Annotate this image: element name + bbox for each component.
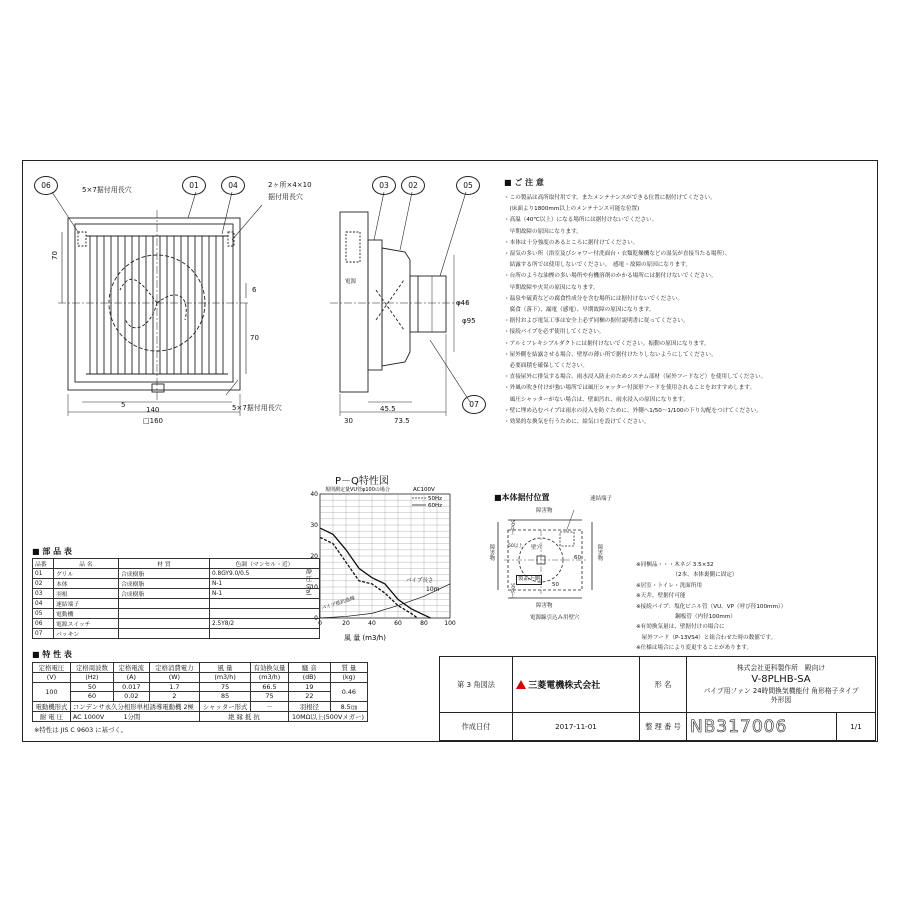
spec-cell: 50 [70,682,113,692]
description: パイプ用ファン 24時間換気機能付 角形格子タイプ [703,686,859,695]
form-label: 形 名 [640,657,687,713]
install-obstacle-bottom: 障害物 [536,603,553,609]
dim-73-5: 73.5 [394,417,410,425]
pq-xlabel: 風 量 (m3/h) [344,634,386,642]
install-obstacle-left: 障害物 [488,544,495,561]
dim-140: 140 [146,406,160,414]
spec-header-cell: 定格消費電力 [149,663,200,673]
install-cable-label: 電源線引込み用壁穴 [530,615,580,621]
accessory-line: 屋外フード（P-13VS4）と組合わせた時の数値です。 [636,634,777,641]
pq-ytick-label: 40 [310,491,318,498]
note-line: ・湿気の多い所（浴室及びシャワー付洗面台・衣類乾燥機などの湿気が直接当たる場所）、 [504,251,731,257]
spec-shutter-value: － [251,701,289,711]
parts-cell: パッキン [54,629,119,639]
note-line: ・据付および電気工事は安全上必ず同梱の据付説明書に従ってください。 [504,318,689,325]
install-dim-50: 50 [552,582,559,588]
note-line: ・接続パイプを必ず使用してください。 [504,329,605,336]
parts-heading: ■ 部 品 表 [32,547,72,556]
spec-header-cell: 騒 音 [288,663,330,673]
spec-cell: 66.5 [251,682,289,692]
note-line: 早期故障や火災の原因になります。 [504,284,599,291]
parts-cell: 06 [33,619,54,629]
dim-30: 30 [344,417,353,425]
install-min-top: 50以上 [509,520,515,535]
callout-04: 04 [221,176,245,195]
parts-table [32,558,320,639]
parts-cell: 07 [33,629,54,639]
note-line: ・直接屋外に排気する場合、雨水浸入防止のためシステム部材（屋外フードなど）を使用してください。 [504,374,767,381]
pq-annot-pipe: パイプ長さ [406,578,434,584]
side-view [330,192,470,416]
maker: 株式会社更科製作所 殿向け [736,663,826,672]
note-line: ・本体は十分強度のあるところに据付けてください。 [504,239,639,246]
accessory-line: ※接続パイプ：塩化ビニル管（VU、VP（呼び径100mm）） [636,603,787,610]
parts-cell: N-1 [210,579,320,589]
parts-row [33,579,320,589]
parts-cell: 電動機 [54,609,119,619]
spec-unit-cell: (kg) [330,673,367,683]
spec-voltage: 100 [33,682,71,701]
pq-annot-resistance: パイプ抵抗曲線 [320,595,356,612]
spec-row-50 [33,682,368,692]
accessory-line: ※同梱品・・・木ネジ 3.5×32 [636,562,714,568]
note-line: ・屋外側を結露させる場合、壁厚の薄い所で据付けたりしないようにしてください。 [504,351,717,358]
spec-unit-row [33,673,368,683]
spec-header-cell: 定格周波数 [70,663,113,673]
dim-70-top: 70 [51,251,59,260]
model-number: V-8PLHB-SA [751,674,811,686]
spec-cell: 75 [200,682,251,692]
spec-withstand-value: AC 1000V 1分間 [70,711,199,721]
spec-withstand-row [33,711,368,721]
accessory-line: （2本、本体裏側に固定） [636,572,738,579]
parts-cell: 04 [33,599,54,609]
parts-header-cell: 品 名 [54,559,119,569]
install-below-label: 製品下側 [516,575,542,585]
note-line: 早期故障の原因になります。 [504,228,582,235]
number-label: 整 理 番 号 [640,713,687,741]
note-line: ・温泉や硫黄などの腐食性成分を含む場所には据付けないでください。 [504,295,684,302]
spec-shutter-label: シャッター形式 [200,701,251,711]
projection-label: 第 3 角図法 [440,657,513,713]
pq-xtick-label: 60 [394,620,402,627]
note-line: 風圧シャッターがない場合は、壁面汚れ、雨水浸入の原因になります。 [504,396,689,403]
spec-cell: 22 [288,692,330,702]
spec-unit-cell: (dB) [288,673,330,683]
parts-header-cell: 色調（マンセル・近） [210,559,320,569]
spec-motor-value: コンデンサ永久分相形単相誘導電動機 2極 [70,701,199,711]
pq-legend-title: AC100V [413,487,435,493]
spec-unit-cell: (Hz) [70,673,113,683]
spec-heading: ■ 特 性 表 [32,650,72,659]
pq-ytick-label: 20 [310,553,318,560]
spec-cell: 0.017 [113,682,149,692]
accessory-line: ※仕様は場合により変更することがあります。 [636,645,753,652]
parts-cell: N-1 [210,589,320,599]
install-heading: ■本体据付位置 [494,493,550,502]
note-line: ・この製品は高所取付用です。またメンテナンスができる位置に据付けてください。 [504,195,716,201]
spec-unit-cell: (m3/h) [200,673,251,683]
spec-motor-label: 電動機形式 [33,701,71,711]
spec-cell: 75 [251,692,289,702]
parts-row [33,569,320,579]
parts-cell: 電源スイッチ [54,619,119,629]
dim-phi46: φ46 [456,299,470,307]
model-cell [687,657,876,713]
install-term-label: 速結端子 [590,496,613,502]
parts-cell: 合成樹脂 [119,589,210,599]
wall-label: 電源 [345,279,357,285]
note-line: 必要面積を確保してください。 [504,363,588,369]
spec-unit-cell: (m3/h) [251,673,289,683]
parts-row [33,599,320,609]
install-center-label: 壁穴 [531,545,543,551]
spec-cell: 85 [200,692,251,702]
pq-xtick-label: 20 [342,620,350,627]
parts-row [33,629,320,639]
parts-cell: 2.5Y8/2 [210,619,320,629]
parts-cell [119,599,210,609]
note-line: ・効果的な換気を行うために、給気口を設けてください。 [504,419,650,425]
note-line: ・壁に埋め込むパイプは雨水の浸入を防ぐために、外側へ1/50～1/100の下り勾配をつけてください。 [504,407,762,414]
parts-cell: 本体 [54,579,119,589]
spec-insulation-label: 絶 縁 抵 抗 [200,711,289,721]
note-line: ・高温（40℃以上）になる場所には据付けないでください。 [504,217,658,224]
company-cell [513,657,640,713]
parts-cell [119,619,210,629]
parts-header-row [33,559,320,569]
mitsubishi-logo-icon [516,680,526,689]
parts-cell: 合成樹脂 [119,569,210,579]
install-min-left: 50以上 [508,544,523,549]
pq-title: P－Q特性図 [335,476,389,487]
spec-cell: 19 [288,682,330,692]
pq-legend-50: 50Hz [428,496,443,502]
parts-row [33,589,320,599]
spec-withstand-label: 耐 電 圧 [33,711,71,721]
accessory-line: ※天井、壁据付可能 [636,593,686,600]
dim-5: 5 [121,401,126,409]
spec-header-row [33,663,368,673]
parts-cell: 05 [33,609,54,619]
note-line: 結露する所では使用しないでください。 感電・故障の原因になります。 [504,262,691,269]
spec-cell: 60 [70,692,113,702]
spec-header-cell: 質 量 [330,663,367,673]
pq-xtick-label: 100 [444,620,456,627]
note-line: ・アルミフレキシブルダクトには据付けないでください。振動の原因になります。 [504,340,710,347]
drawing-type: 外形図 [770,695,792,704]
pq-chart [300,482,470,642]
pq-annot-10m: 10m [426,586,440,593]
callout-06: 06 [34,176,58,195]
parts-cell: 01 [33,569,54,579]
parts-header-cell: 材 質 [119,559,210,569]
spec-header-cell: 定格電流 [113,663,149,673]
spec-insulation-value: 10MΩ以上(500Vメガー) [288,711,367,721]
parts-cell [119,629,210,639]
title-block [439,656,876,741]
callout-01: 01 [182,176,206,195]
install-dim-60: 60 [574,555,581,561]
company-name: 三菱電機株式会社 [528,681,601,691]
parts-header-cell: 品番 [33,559,54,569]
spec-header-cell: 有効換気量 [251,663,289,673]
parts-row [33,609,320,619]
parts-cell [210,629,320,639]
callout-02: 02 [401,176,425,195]
parts-cell: グリル [54,569,119,579]
pq-xtick-label: 0 [318,620,322,627]
page-number: 1/1 [837,713,876,741]
spec-blade-value: 8.5㎝ [330,701,367,711]
pq-legend-60: 60Hz [428,503,443,509]
slot-label-bottom: 5×7据付用長穴 [232,404,282,412]
parts-cell: 0.8GY9.0/0.5 [210,569,320,579]
parts-cell [119,609,210,619]
parts-cell: 羽根 [54,589,119,599]
note-line: ・台所のような油煙の多い場所や有機溶剤のかかる場所には据付けないでください。 [504,273,717,280]
pq-ytick-label: 10 [310,584,318,591]
parts-cell: 合成樹脂 [119,579,210,589]
front-view [52,192,262,416]
pq-xtick-label: 40 [368,620,376,627]
parts-cell: 03 [33,589,54,599]
notes-heading: ■ ご 注 意 [504,178,544,187]
hole-label-1: 2ヶ所×4×10 [268,181,312,189]
spec-motor-row [33,701,368,711]
pq-subtitle: 規則測定量VU管φ100の場合 [325,487,390,493]
dim-160: □160 [143,417,163,425]
install-min-bottom: 50以上 [509,583,515,598]
pq-ytick-label: 30 [310,522,318,529]
spec-header-cell: 定格電圧 [33,663,71,673]
dim-phi95: φ95 [462,317,476,325]
install-obstacle-right: 障害物 [596,544,603,561]
parts-cell [210,599,320,609]
spec-footnote: ※特性は JIS C 9603 に基づく。 [34,726,128,734]
spec-unit-cell: (V) [33,673,71,683]
spec-mass: 0.46 [330,682,367,701]
parts-cell [210,609,320,619]
note-line: ・外風の吹き付けが強い場所では風圧シャッター付深形フードを使用されることをおすすめします。 [504,385,756,392]
spec-row-60 [33,692,368,702]
hole-label-2: 据付用長穴 [268,193,303,201]
note-line: 腐食（落下）、漏電（感電）、早期故障の原因になります。 [504,307,655,313]
dim-6: 6 [252,286,257,294]
accessory-line: ※居室・トイレ・洗面所用 [636,582,702,589]
note-line: (床面より1800mm以上のメンテナンス可能な位置) [504,206,640,213]
install-obstacle-top: 障害物 [536,508,553,514]
callout-03: 03 [372,176,396,195]
dim-70-right: 70 [250,334,259,342]
dim-45-5: 45.5 [380,405,396,413]
spec-cell: 0.02 [113,692,149,702]
pq-ytick-label: 0 [314,615,318,622]
date-value: 2017-11-01 [513,713,640,741]
slot-label-top: 5×7据付用長穴 [82,186,132,194]
spec-table [32,662,368,722]
parts-row [33,619,320,629]
spec-blade-label: 羽根径 [288,701,330,711]
accessory-line: ※有効換気量は、壁据付けの場合に [636,624,725,631]
spec-unit-cell: (A) [113,673,149,683]
parts-cell: 02 [33,579,54,589]
callout-05: 05 [456,176,480,195]
spec-cell: 2 [149,692,200,702]
spec-cell: 1.7 [149,682,200,692]
accessory-line: 鋼板管（内径100mm） [636,614,736,620]
date-label: 作成日付 [440,713,513,741]
pq-ylabel: 静 圧 (Pa) [304,568,312,596]
spec-header-cell: 風 量 [200,663,251,673]
spec-unit-cell: (W) [149,673,200,683]
parts-cell: 速結端子 [54,599,119,609]
callout-07: 07 [462,395,486,414]
drawing-number: NB317006 [687,713,837,741]
pq-xtick-label: 80 [420,620,428,627]
